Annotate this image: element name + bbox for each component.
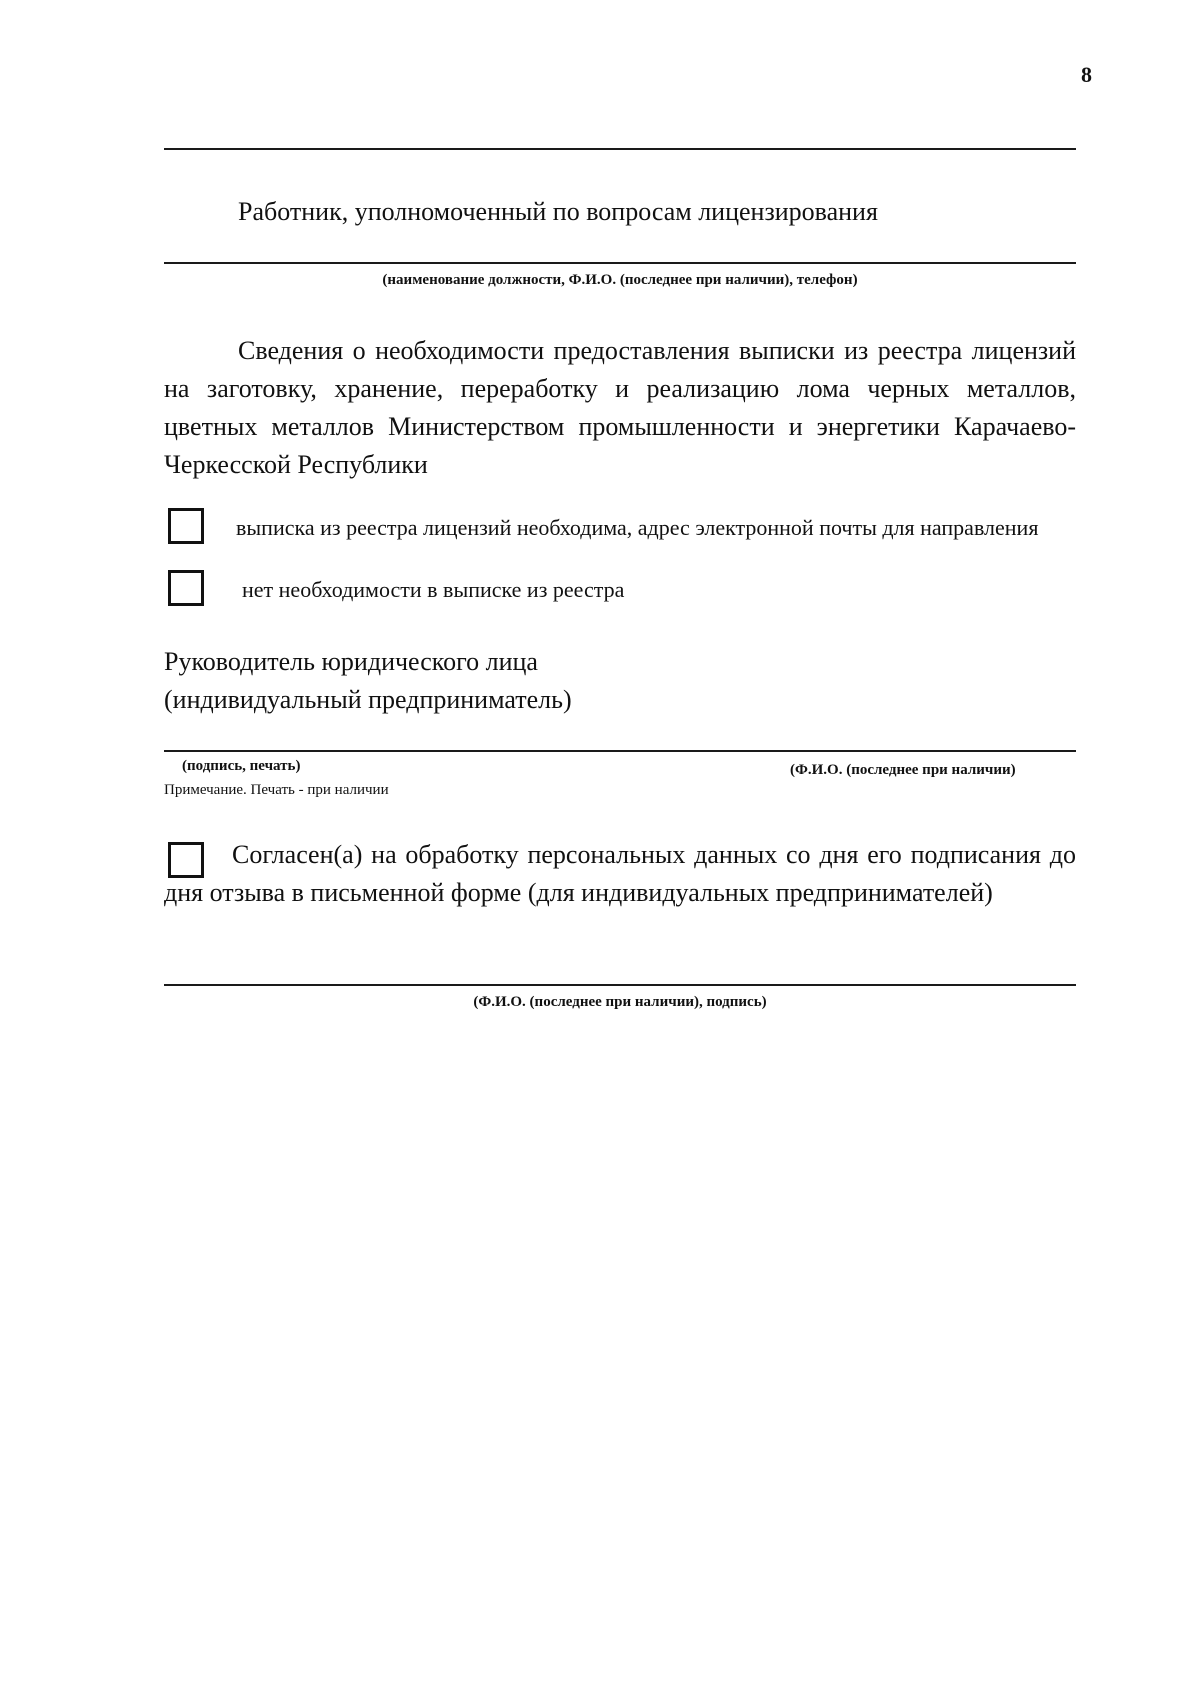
page-number: 8 bbox=[1081, 62, 1092, 87]
consent-paragraph bbox=[164, 836, 1076, 912]
head-note: Примечание. Печать - при наличии bbox=[164, 782, 389, 798]
worker-title: Работник, уполномоченный по вопросам лицензирования bbox=[238, 197, 878, 226]
registry-info-paragraph: Сведения о необходимости предоставления выписки из реестра лицензий на заготовку, хранение, переработку и реализацию лома черных металлов, цветных металлов Министерством промышленности и энергетики Карачаево-Черкесской Республики bbox=[164, 336, 1076, 479]
head-title-line2: (индивидуальный предприниматель) bbox=[164, 685, 572, 714]
head-title-line1: Руководитель юридического лица bbox=[164, 647, 538, 676]
needed-option-label: выписка из реестра лицензий необходима, адрес электронной почты для направления bbox=[236, 515, 1039, 540]
head-caption-sign: (подпись, печать) bbox=[182, 758, 301, 774]
head-caption-name: (Ф.И.О. (последнее при наличии) bbox=[790, 762, 1016, 778]
worker-caption: (наименование должности, Ф.И.О. (последнее при наличии), телефон) bbox=[382, 272, 858, 288]
head-signature-line bbox=[164, 750, 1076, 752]
head-title-block bbox=[164, 643, 1076, 719]
worker-signature-line bbox=[164, 262, 1076, 264]
option-row-needed[interactable] bbox=[168, 508, 1098, 548]
option-row-not-needed[interactable] bbox=[168, 570, 1098, 610]
consent-text: Согласен(а) на обработку персональных данных со дня его подписания до дня отзыва в письменной форме (для индивидуальных предпринимателей) bbox=[164, 840, 1076, 907]
not-needed-option-label: нет необходимости в выписке из реестра bbox=[242, 577, 625, 602]
consent-caption: (Ф.И.О. (последнее при наличии), подпись) bbox=[473, 994, 767, 1010]
top-rule bbox=[164, 148, 1076, 150]
not-needed-checkbox[interactable] bbox=[168, 570, 204, 606]
needed-checkbox[interactable] bbox=[168, 508, 204, 544]
consent-signature-line bbox=[164, 984, 1076, 986]
